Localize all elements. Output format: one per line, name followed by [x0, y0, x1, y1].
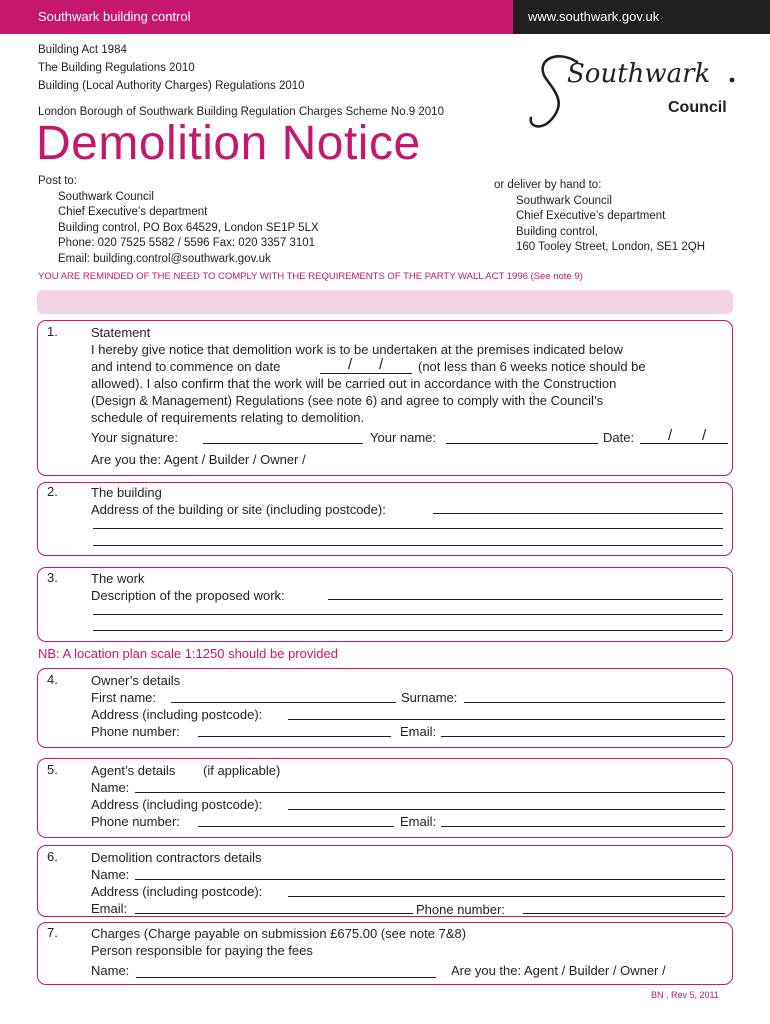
email-label: Email:: [400, 724, 437, 739]
statement-line: schedule of requirements relating to demolition.: [91, 410, 365, 425]
section-heading: The work: [91, 571, 145, 586]
statement-line: (not less than 6 weeks notice should be: [418, 359, 646, 374]
surname-label: Surname:: [401, 690, 458, 705]
form-revision: BN , Rev 5, 2011: [651, 990, 719, 1000]
phone-label: Phone number:: [416, 902, 505, 917]
section-charges: [37, 922, 733, 985]
post-line: Building control, PO Box 64529, London SE1P 5LX: [58, 221, 319, 234]
deliver-line: Southwark Council: [516, 194, 612, 207]
section-building: [37, 482, 733, 556]
deliver-label: or deliver by hand to:: [494, 179, 602, 191]
contractor-name-field[interactable]: [135, 879, 725, 880]
owner-first-name-field[interactable]: [171, 702, 396, 703]
logo-script: Southwark: [567, 59, 711, 89]
building-address-field[interactable]: [93, 528, 723, 529]
role-selector[interactable]: Are you the: Agent / Builder / Owner /: [91, 452, 306, 467]
commence-date-field[interactable]: [320, 373, 412, 374]
name-label: Name:: [91, 780, 130, 795]
building-address-field[interactable]: [433, 513, 723, 514]
signature-field[interactable]: [203, 443, 363, 444]
phone-label: Phone number:: [91, 814, 180, 829]
fees-payer-heading: Person responsible for paying the fees: [91, 943, 313, 958]
section-agent: [37, 758, 733, 838]
date-separator: /: [348, 356, 353, 373]
legislation-list: [38, 41, 305, 95]
email-label: Email:: [91, 901, 128, 916]
section-heading: Demolition contractors details: [91, 850, 262, 865]
work-description-field[interactable]: [328, 599, 723, 600]
owner-surname-field[interactable]: [464, 702, 725, 703]
contractor-email-field[interactable]: [135, 913, 413, 914]
post-line: Chief Executive’s department: [58, 206, 208, 218]
work-description-field[interactable]: [93, 630, 723, 631]
header-bar: [0, 0, 770, 34]
header-title: Southwark building control: [38, 9, 191, 24]
contractor-address-field[interactable]: [288, 896, 725, 897]
post-line: Email: building.control@southwark.gov.uk: [58, 252, 271, 265]
date-label: Date:: [603, 430, 635, 445]
payer-name-field[interactable]: [136, 977, 436, 978]
building-address-field[interactable]: [93, 545, 723, 546]
building-address-label: Address of the building or site (including postcode):: [91, 502, 386, 517]
work-description-field[interactable]: [93, 614, 723, 615]
section-heading: Owner’s details: [91, 673, 181, 688]
section-number: 3.: [47, 570, 58, 585]
charges-statement: Charges (Charge payable on submission £675.00 (see note 7&8): [91, 926, 467, 941]
act-item: Building Act 1984: [38, 44, 127, 56]
post-label: Post to:: [38, 175, 77, 187]
section-heading: The building: [91, 485, 162, 500]
page-title: Demolition Notice: [36, 117, 421, 170]
post-line: Southwark Council: [58, 190, 154, 203]
section-number: 4.: [47, 672, 58, 687]
if-applicable-note: (if applicable): [203, 763, 281, 778]
deliver-line: Building control,: [516, 225, 598, 238]
logo-council: Council: [668, 99, 727, 116]
post-line: Phone: 020 7525 5582 / 5596 Fax: 020 3357 3101: [58, 237, 316, 249]
section-statement: [37, 320, 733, 476]
role-selector[interactable]: Are you the: Agent / Builder / Owner /: [451, 963, 666, 978]
party-wall-reminder: YOU ARE REMINDED OF THE NEED TO COMPLY WITH THE REQUIREMENTS OF THE PARTY WALL ACT 1996 (See note 9): [38, 271, 583, 282]
agent-phone-field[interactable]: [198, 826, 394, 827]
owner-address-field[interactable]: [288, 719, 725, 720]
statement-line: and intend to commence on date: [91, 359, 281, 374]
first-name-label: First name:: [91, 690, 157, 705]
section-heading: Statement: [91, 325, 151, 340]
signature-label: Your signature:: [91, 430, 178, 445]
agent-address-field[interactable]: [288, 809, 725, 810]
work-description-label: Description of the proposed work:: [91, 588, 285, 603]
statement-line: I hereby give notice that demolition work is to be undertaken at the premises indicated below: [91, 342, 623, 357]
hand-delivery-address: [494, 178, 705, 256]
section-number: 5.: [47, 762, 58, 777]
divider-band: [37, 290, 733, 314]
phone-label: Phone number:: [91, 724, 180, 739]
address-label: Address (including postcode):: [91, 884, 263, 899]
date-separator: /: [379, 356, 384, 373]
owner-phone-field[interactable]: [198, 736, 391, 737]
statement-line: (Design & Management) Regulations (see note 6) and agree to comply with the Council’s: [91, 393, 604, 408]
section-contractor: [37, 845, 733, 917]
date-separator: /: [702, 427, 707, 444]
agent-name-field[interactable]: [135, 792, 725, 793]
signature-date-field[interactable]: [640, 443, 728, 444]
charges-scheme: London Borough of Southwark Building Regulation Charges Scheme No.9 2010: [38, 106, 444, 118]
act-item: The Building Regulations 2010: [38, 62, 195, 74]
section-heading: Agent’s details: [91, 763, 176, 778]
section-number: 1.: [47, 324, 58, 339]
owner-email-field[interactable]: [441, 736, 725, 737]
act-item: Building (Local Authority Charges) Regulations 2010: [38, 80, 305, 92]
name-label: Name:: [91, 867, 130, 882]
section-work: [37, 567, 733, 642]
postal-address: [38, 174, 319, 267]
address-label: Address (including postcode):: [91, 797, 263, 812]
section-number: 2.: [47, 484, 58, 499]
southwark-logo: [525, 40, 740, 132]
deliver-line: 160 Tooley Street, London, SE1 2QH: [516, 241, 706, 253]
location-plan-note: NB: A location plan scale 1:1250 should be provided: [38, 646, 338, 661]
statement-line: allowed). I also confirm that the work will be carried out in accordance with the Construction: [91, 376, 617, 391]
name-label: Name:: [91, 963, 130, 978]
section-number: 6.: [47, 849, 58, 864]
agent-email-field[interactable]: [441, 826, 725, 827]
website-link[interactable]: www.southwark.gov.uk: [513, 0, 770, 34]
address-label: Address (including postcode):: [91, 707, 263, 722]
email-label: Email:: [400, 814, 437, 829]
section-owner: [37, 668, 733, 748]
section-number: 7.: [47, 925, 58, 940]
contractor-phone-field[interactable]: [523, 913, 725, 914]
date-separator: /: [668, 427, 673, 444]
your-name-label: Your name:: [370, 430, 437, 445]
your-name-field[interactable]: [446, 443, 598, 444]
deliver-line: Chief Executive’s department: [516, 210, 666, 222]
